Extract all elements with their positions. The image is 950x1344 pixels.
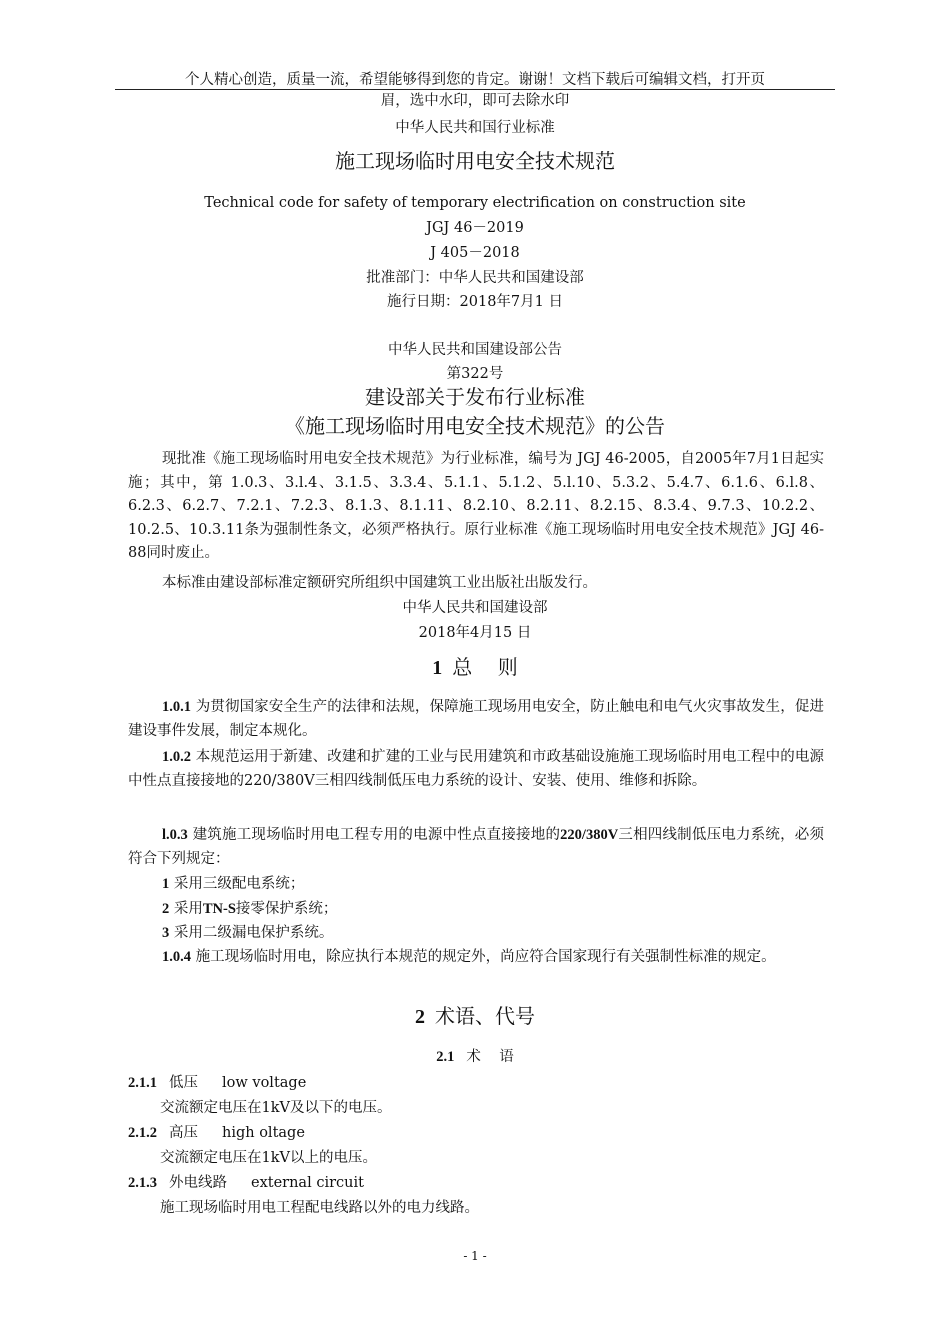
chapter-1-number: 1	[432, 657, 443, 679]
announcement-signature: 中华人民共和国建设部	[402, 600, 548, 616]
term-en: high oltage	[222, 1125, 305, 1141]
section-number: 2.1	[436, 1049, 455, 1065]
term-en: external circuit	[251, 1175, 364, 1191]
clause-number: 1.0.4	[162, 949, 191, 965]
clause-1-0-3-item-3	[128, 922, 824, 946]
section-title: 术 语	[466, 1049, 514, 1065]
clause-1-0-3-item-2	[128, 898, 824, 922]
header-rule	[115, 89, 835, 90]
watermark-line-1: 个人精心创造，质量一流，希望能够得到您的肯定。谢谢！文档下载后可编辑文档，打开页	[185, 72, 765, 88]
page-number: - 1 -	[463, 1249, 487, 1263]
clause-text: 施工现场临时用电，除应执行本规范的规定外，尚应符合国家现行有关强制性标准的规定。	[191, 949, 776, 965]
chapter-1-title: 总 则	[452, 655, 518, 679]
term-2-1-3	[128, 1173, 364, 1193]
term-number: 2.1.2	[128, 1125, 157, 1141]
standard-code-j: J 405－2018	[430, 245, 520, 261]
clause-bold-text: 220/380V	[560, 827, 619, 843]
announcement-date: 2018年4月15 日	[418, 625, 532, 641]
item-number: 2	[162, 901, 170, 917]
announcement-body-1: 现批准《施工现场临时用电安全技术规范》为行业标准，编号为 JGJ 46-2005，自2005年7月1日起实施；其中，第 1.0.3、3.l.4、3.1.5、3.3.4、5.1.1、5.1.2、5.l.10、5.3.2、5.4.7、6.1.6、6.l.8、6.2.3、6.2.7、7.2.1、7.2.3、8.1.3、8.1.11、8.2.10、8.2.11、8.2.15、8.3.4、9.7.3、10.2.2、10.2.5、10.3.11条为强制性条文，必须严格执行。原行业标准《施工现场临时用电安全技术规范》JGJ 46-88同时废止。	[128, 451, 824, 561]
term-en: low voltage	[222, 1075, 307, 1091]
term-cn: 低压	[169, 1075, 198, 1091]
clause-text: 为贯彻国家安全生产的法律和法规，保障施工现场用电安全，防止触电和电气火灾事故发生，促进建设事件发展，制定本规化。	[128, 699, 824, 739]
clause-1-0-1	[128, 696, 824, 743]
item-number: 3	[162, 925, 170, 941]
term-cn: 高压	[169, 1125, 198, 1141]
watermark-line-2: 眉，选中水印，即可去除水印	[380, 93, 570, 109]
effective-date: 施行日期：2018年7月1 日	[387, 294, 563, 310]
term-cn: 外电线路	[169, 1175, 227, 1191]
announcement-number: 第322号	[446, 366, 504, 382]
announcement-body-2: 本标准由建设部标准定额研究所组织中国建筑工业出版社出版发行。	[162, 575, 597, 591]
item-text: 采用	[169, 901, 203, 917]
term-number: 2.1.1	[128, 1075, 157, 1091]
clause-1-0-3-item-1	[128, 873, 824, 897]
chapter-1-heading	[0, 653, 950, 682]
chapter-2-heading	[0, 1002, 950, 1031]
term-2-1-2	[128, 1123, 305, 1143]
announcement-heading-2: 《施工现场临时用电安全技术规范》的公告	[285, 414, 665, 438]
standard-code-jgj: JGJ 46－2019	[426, 220, 524, 236]
approval-department: 批准部门：中华人民共和国建设部	[366, 270, 584, 286]
term-2-1-1-definition: 交流额定电压在1kV及以下的电压。	[160, 1100, 392, 1116]
term-number: 2.1.3	[128, 1175, 157, 1191]
term-2-1-3-definition: 施工现场临时用电工程配电线路以外的电力线路。	[160, 1200, 479, 1216]
term-2-1-2-definition: 交流额定电压在1kV以上的电压。	[160, 1150, 377, 1166]
item-bold-text: TN-S	[202, 901, 236, 917]
clause-1-0-3	[128, 824, 824, 871]
term-2-1-1	[128, 1073, 306, 1093]
chapter-2-number: 2	[415, 1006, 425, 1028]
standard-title-en: Technical code for safety of temporary electrification on construction site	[204, 195, 746, 211]
clause-text: 三相四线制低压电力系统，必须符合下列规定：	[128, 827, 825, 867]
chapter-2-title: 术语、代号	[435, 1004, 535, 1028]
item-text: 接零保护系统；	[235, 901, 338, 917]
clause-number: 1.0.2	[162, 749, 191, 765]
clause-1-0-2	[128, 746, 824, 793]
clause-1-0-4	[128, 946, 824, 970]
item-number: 1	[162, 876, 170, 892]
standard-title-cn: 施工现场临时用电安全技术规范	[335, 149, 615, 173]
announcement-heading-1: 建设部关于发布行业标准	[365, 385, 585, 409]
clause-number: l.0.3	[162, 827, 188, 843]
standard-category: 中华人民共和国行业标准	[395, 120, 555, 136]
announcement-issuer: 中华人民共和国建设部公告	[388, 342, 562, 358]
clause-text: 建筑施工现场临时用电工程专用的电源中性点直接接地的	[187, 827, 561, 843]
clause-number: 1.0.1	[162, 699, 191, 715]
section-2-1-heading	[0, 1047, 950, 1067]
item-text: 采用三级配电系统；	[169, 876, 305, 892]
item-text: 采用二级漏电保护系统。	[169, 925, 334, 941]
clause-text: 本规范运用于新建、改建和扩建的工业与民用建筑和市政基础设施施工现场临时用电工程中的电源中性点直接接地的220/380V三相四线制低压电力系统的设计、安装、使用、维修和拆除。	[128, 749, 824, 789]
